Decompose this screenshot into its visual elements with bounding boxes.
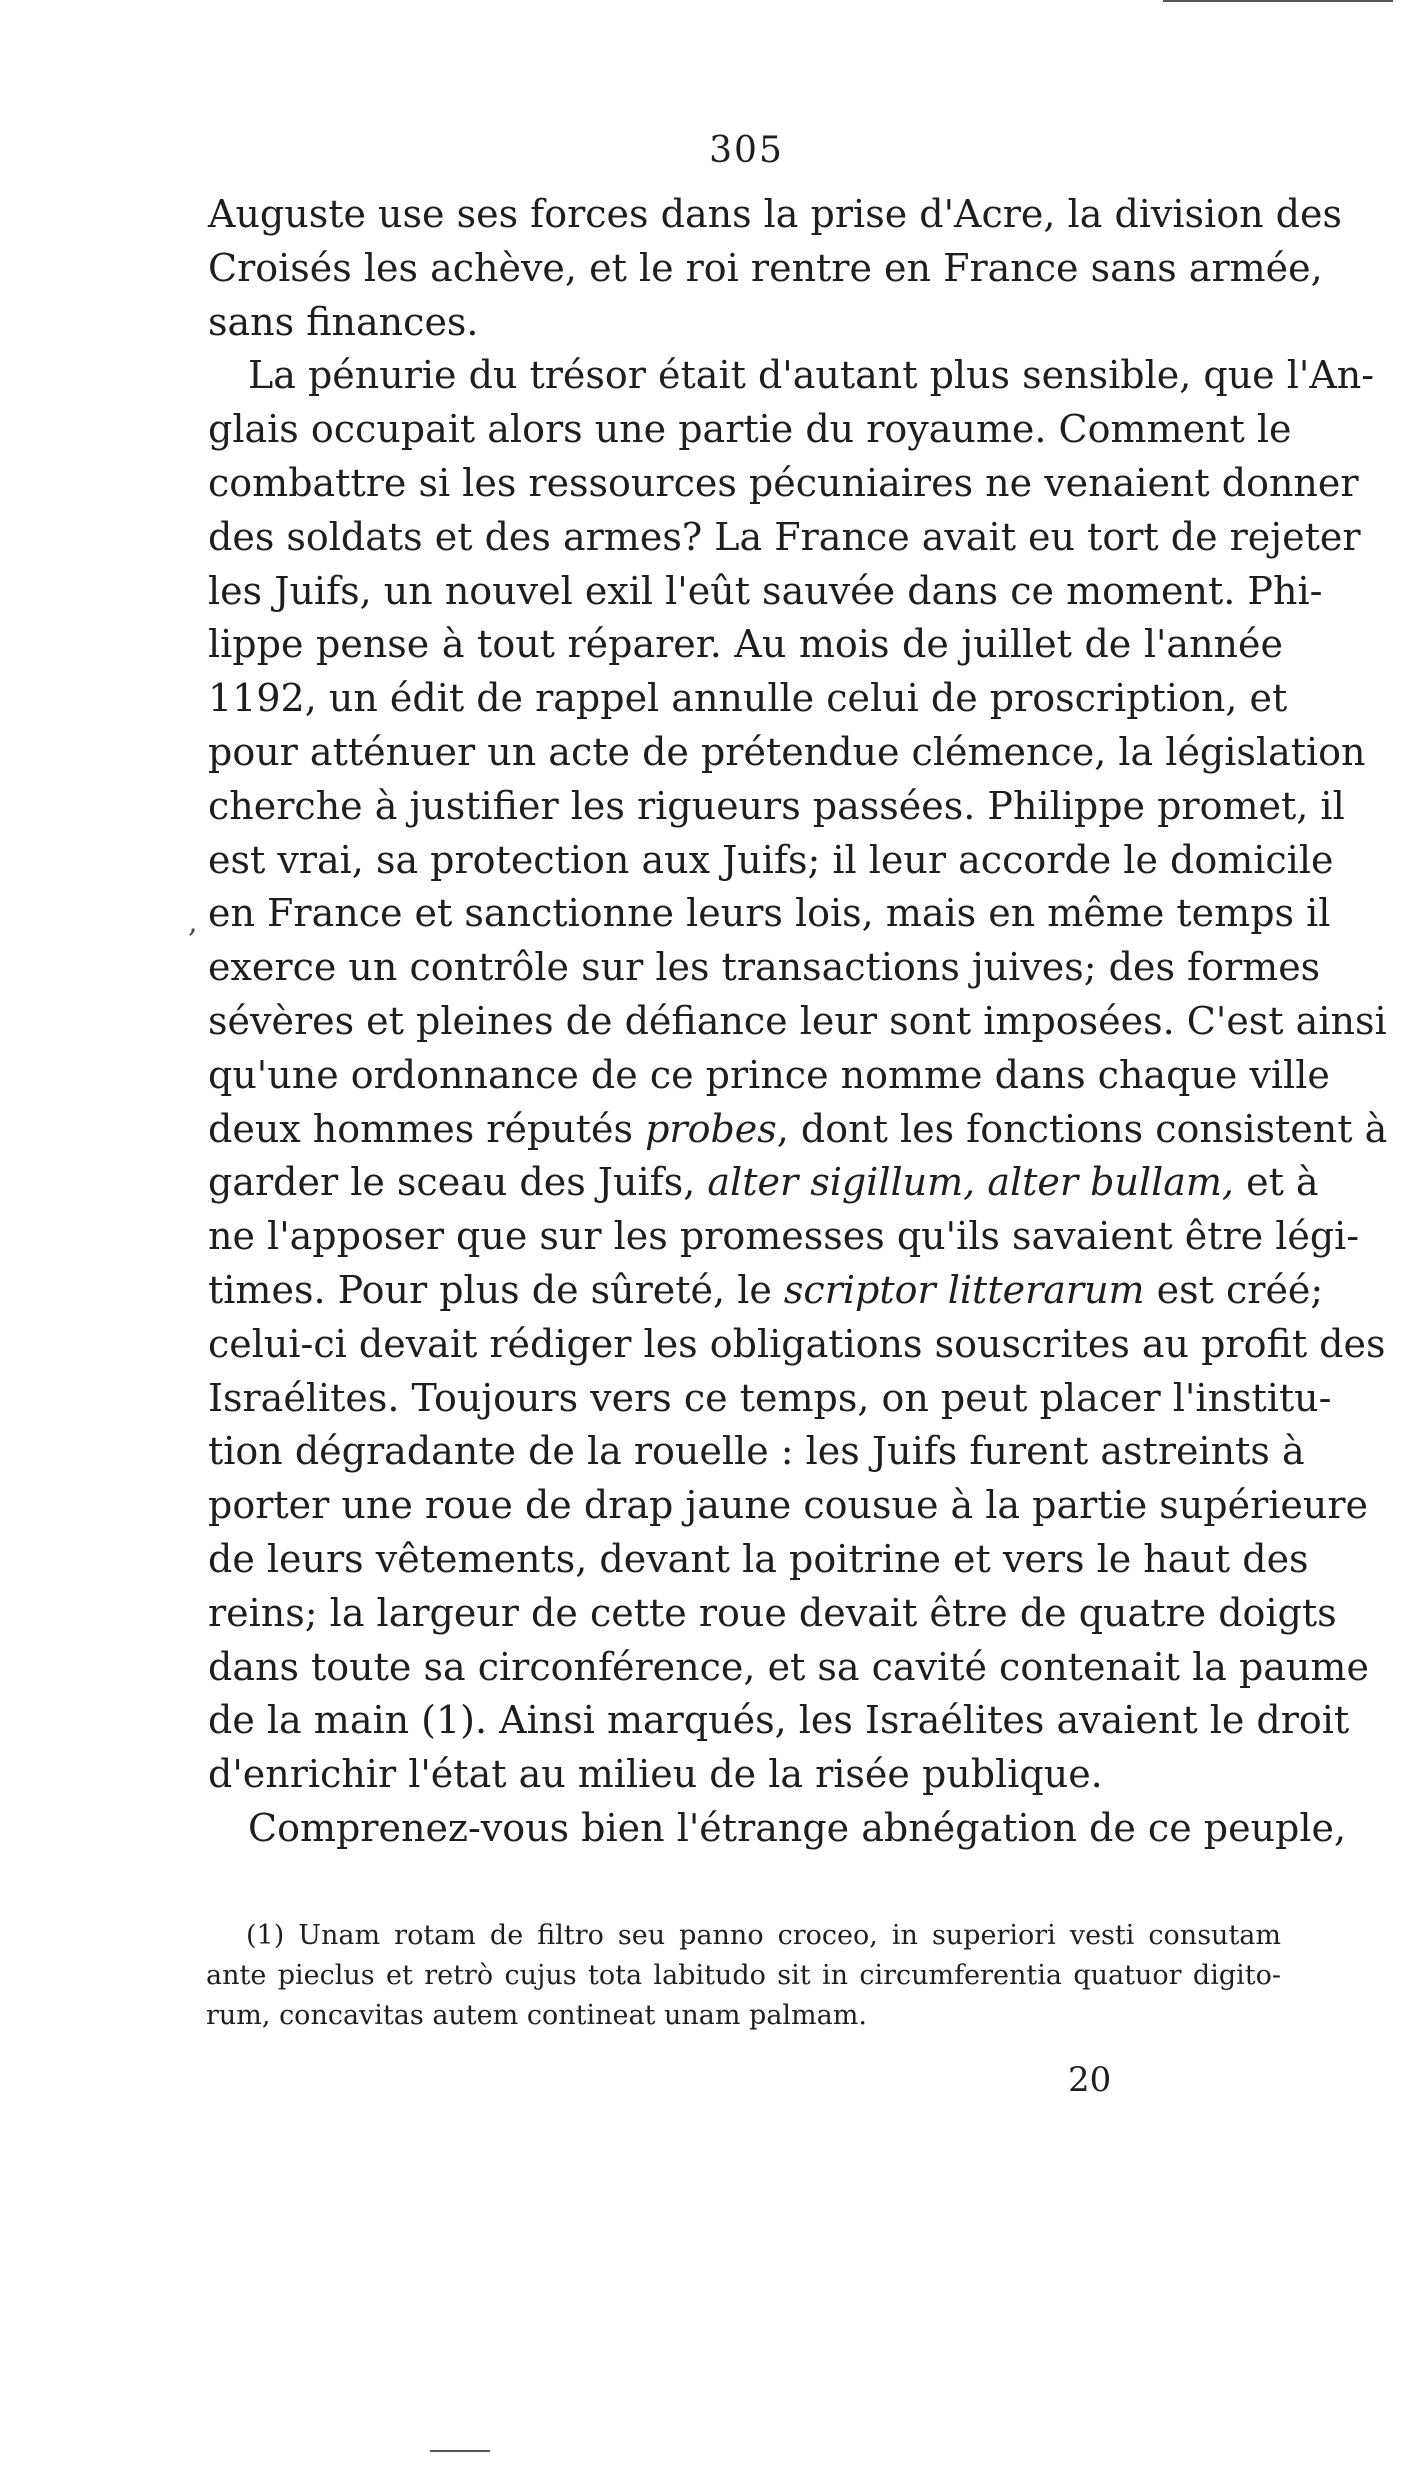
footnote-line: rum, concavitas autem contineat unam palmam. [206, 2000, 867, 2031]
text-run [975, 1160, 987, 1204]
footnote-line: ante pieclus et retrò cujus tota labitudo sit in circumferentia quatuor digito- [206, 1960, 1281, 1991]
footnote [206, 1916, 1281, 2036]
text-line: Auguste use ses forces dans la prise d'Acre, la division des [208, 192, 1342, 236]
text-line: en France et sanctionne leurs lois, mais en même temps il [208, 891, 1331, 936]
text-line: d'enrichir l'état au milieu de la risée publique. [208, 1752, 1103, 1797]
text-line: celui-ci devait rédiger les obligations souscrites au profit des [208, 1321, 1386, 1366]
bottom-edge-rule [430, 2450, 490, 2452]
text-line: de leurs vêtements, devant la poitrine et vers le haut des [208, 1536, 1309, 1581]
text-run: deux hommes réputés [208, 1106, 646, 1151]
text-line: reins; la largeur de cette roue devait être de quatre doigts [208, 1590, 1337, 1635]
text-line: combattre si les ressources pécuniaires ne venaient donner [208, 460, 1359, 505]
text-line [208, 1264, 1324, 1318]
text-run: , dont les fonctions consistent à [776, 1106, 1388, 1151]
text-line: pour atténuer un acte de prétendue clémence, la législation [208, 729, 1366, 774]
text-line: glais occupait alors une partie du royaume. Comment le [208, 407, 1292, 452]
italic-term: alter sigillum, [707, 1160, 976, 1205]
italic-term: scriptor litterarum [783, 1267, 1145, 1312]
page-number: 305 [709, 130, 784, 171]
text-line: porter une roue de drap jaune cousue à la partie supérieure [208, 1483, 1369, 1528]
italic-term: alter bullam, [987, 1160, 1235, 1205]
italic-term: probes [645, 1106, 777, 1151]
text-line: 1192, un édit de rappel annulle celui de proscription, et [208, 676, 1288, 721]
text-line: Israélites. Toujours vers ce temps, on peut placer l'institu- [208, 1375, 1332, 1420]
text-line: de la main (1). Ainsi marqués, les Israélites avaient le droit [208, 1698, 1350, 1743]
text-line: lippe pense à tout réparer. Au mois de juillet de l'année [208, 622, 1283, 667]
text-line: qu'une ordonnance de ce prince nomme dans chaque ville [208, 1052, 1330, 1097]
text-line [208, 1103, 1388, 1157]
text-line: est vrai, sa protection aux Juifs; il leur accorde le domicile [208, 837, 1334, 882]
text-line: sévères et pleines de défiance leur sont imposées. C'est ainsi [208, 998, 1387, 1043]
text-run: garder le sceau des Juifs, [208, 1160, 708, 1205]
text-line: La pénurie du trésor était d'autant plus sensible, que l'An- [248, 353, 1375, 398]
text-run: times. Pour plus de sûreté, le [208, 1267, 784, 1312]
footnote-line: (1) Unam rotam de filtro seu panno croceo, in superiori vesti consutam [246, 1920, 1281, 1951]
text-line: Croisés les achève, et le roi rentre en France sans armée, [208, 245, 1323, 290]
text-line: dans toute sa circonférence, et sa cavité contenait la paume [208, 1644, 1369, 1689]
text-line: tion dégradante de la rouelle : les Juifs furent astreints à [208, 1429, 1305, 1474]
text-line [208, 1156, 1319, 1210]
text-line: les Juifs, un nouvel exil l'eût sauvée dans ce moment. Phi- [208, 568, 1323, 613]
body-text [208, 188, 1388, 1856]
text-line: ne l'apposer que sur les promesses qu'ils savaient être légi- [208, 1214, 1360, 1259]
text-run: est créé; [1144, 1267, 1324, 1312]
signature-mark: 20 [1068, 2060, 1112, 2100]
margin-speck: , [188, 905, 198, 940]
text-line: sans finances. [208, 299, 479, 344]
text-line: exerce un contrôle sur les transactions juives; des formes [208, 945, 1321, 990]
top-edge-rule [1163, 0, 1393, 2]
text-line: cherche à justifier les rigueurs passées. Philippe promet, il [208, 783, 1345, 828]
text-run: et à [1234, 1160, 1319, 1205]
text-line: des soldats et des armes? La France avait eu tort de rejeter [208, 514, 1361, 559]
text-line: Comprenez-vous bien l'étrange abnégation de ce peuple, [248, 1805, 1347, 1850]
